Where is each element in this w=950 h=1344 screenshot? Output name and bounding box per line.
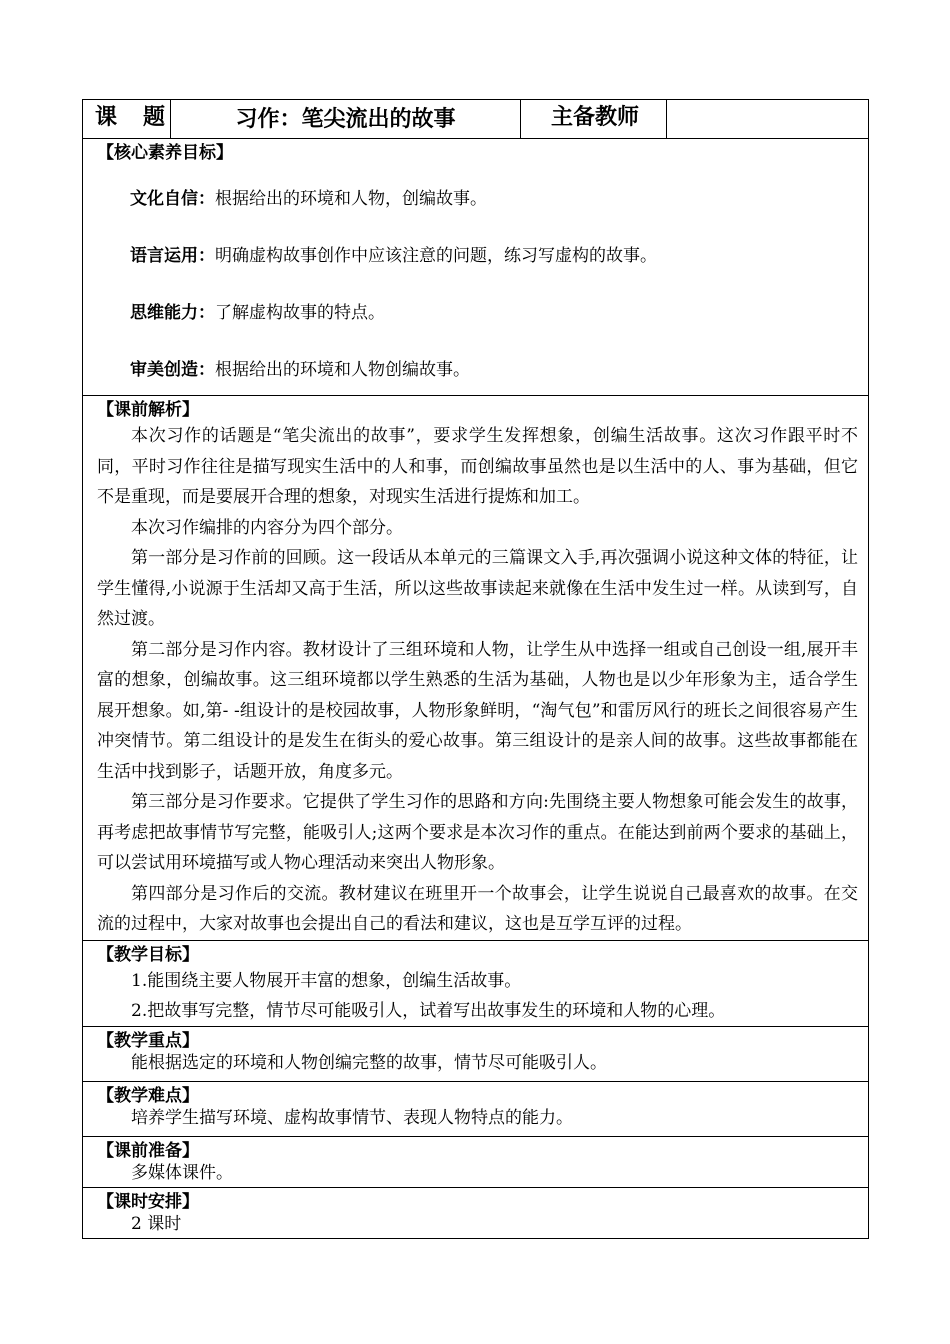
preparation-heading: 【课前准备】 [97,1140,199,1161]
core-goals-section [83,139,869,396]
difficulties-heading: 【教学难点】 [97,1085,199,1106]
goal-thinking [83,302,868,324]
analysis-paragraph: 第二部分是习作内容。教材设计了三组环境和人物，让学生从中选择一组或自己创设一组,展开丰富的想象，创编故事。这三组环境都以学生熟悉的生活为基础，人物也是以少年形象为主，适合学生展开想象。如,第- -组设计的是校园故事，人物形象鲜明，“淘气包”和雷厉风行的班长之间很容易产生冲突情节。第二组设计的是发生在街头的爱心故事。第三组设计的是亲人间的故事。这些故事都能在生活中找到影子，话题开放，角度多元。 [97,639,858,782]
teaching-goals-section [83,940,869,1026]
preparation-row [83,1136,869,1187]
teaching-goals-row [83,940,869,1026]
analysis-paragraph: 本次习作编排的内容分为四个部分。 [131,517,403,538]
core-goals-row [83,139,869,396]
analysis-paragraph: 第四部分是习作后的交流。教材建议在班里开一个故事会，让学生说说自己最喜欢的故事。在交流的过程中，大家对故事也会提出自己的看法和建议，这也是互学互评的过程。 [97,883,858,934]
teaching-goal-item: 2.把故事写完整，情节尽可能吸引人，试着写出故事发生的环境和人物的心理。 [131,1000,726,1021]
header-row [83,100,869,139]
difficulties-section [83,1081,869,1136]
goal-aesthetic [83,359,868,381]
goal-language-text: 明确虚构故事创作中应该注意的问题，练习写虚构的故事。 [215,246,657,266]
teacher-label: 主备教师 [521,100,667,139]
goal-culture-text: 根据给出的环境和人物，创编故事。 [215,189,487,209]
analysis-section [83,396,869,941]
topic-label-char-1: 课 [95,104,118,130]
difficulties-row [83,1081,869,1136]
goal-thinking-name: 思维能力： [130,303,215,323]
difficulties-text: 培养学生描写环境、虚构故事情节、表现人物特点的能力。 [131,1107,573,1128]
analysis-heading: 【课前解析】 [97,400,199,420]
preparation-section [83,1136,869,1187]
schedule-text: 2 课时 [131,1213,182,1234]
schedule-row [83,1187,869,1238]
analysis-paragraph: 第三部分是习作要求。它提供了学生习作的思路和方向:先围绕主要人物想象可能会发生的故事，再考虑把故事情节写完整，能吸引人;这两个要求是本次习作的重点。在能达到前两个要求的基础上，可以尝试用环境描写或人物心理活动来突出人物形象。 [97,792,858,873]
goal-language [83,245,868,267]
goal-aesthetic-name: 审美创造： [130,360,215,380]
key-points-row [83,1026,869,1081]
goal-culture [83,188,868,210]
goal-culture-name: 文化自信： [130,189,215,209]
topic-label-char-2: 题 [143,104,166,130]
lesson-plan-table [82,99,869,1239]
key-points-section [83,1026,869,1081]
lesson-title: 习作：笔尖流出的故事 [171,100,521,139]
analysis-paragraph: 第一部分是习作前的回顾。这一段话从本单元的三篇课文入手,再次强调小说这种文体的特征，让学生懂得,小说源于生活却又高于生活，所以这些故事读起来就像在生活中发生过一样。从读到写，自然过渡。 [97,548,858,629]
analysis-paragraph: 本次习作的话题是“笔尖流出的故事”，要求学生发挥想象，创编生活故事。这次习作跟平时不同，平时习作往往是描写现实生活中的人和事，而创编故事虽然也是以生活中的人、事为基础，但它不是重现，而是要展开合理的想象，对现实生活进行提炼和加工。 [97,426,858,507]
core-goals-heading: 【核心素养目标】 [97,143,233,163]
preparation-text: 多媒体课件。 [131,1162,233,1183]
key-points-text: 能根据选定的环境和人物创编完整的故事，情节尽可能吸引人。 [131,1052,607,1073]
topic-label [83,100,171,139]
goal-language-name: 语言运用： [130,246,215,266]
schedule-heading: 【课时安排】 [97,1191,199,1212]
teacher-value [667,100,869,139]
key-points-heading: 【教学重点】 [97,1030,199,1051]
analysis-row [83,396,869,941]
lesson-plan-document [82,99,868,1239]
schedule-section [83,1187,869,1238]
teaching-goal-item: 1.能围绕主要人物展开丰富的想象，创编生活故事。 [131,970,522,991]
teaching-goals-heading: 【教学目标】 [97,944,199,965]
goal-aesthetic-text: 根据给出的环境和人物创编故事。 [215,360,470,380]
goal-thinking-text: 了解虚构故事的特点。 [215,303,385,323]
